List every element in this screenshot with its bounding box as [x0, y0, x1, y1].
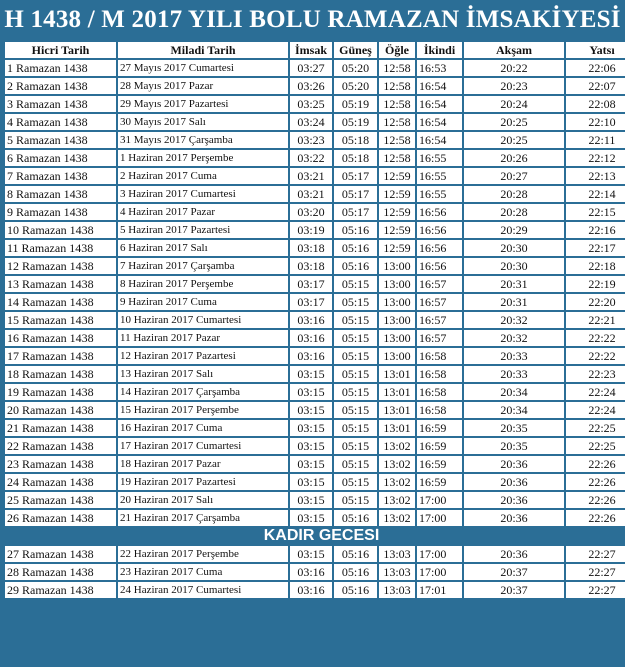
yatsi-cell: 22:21 [566, 312, 625, 328]
hicri-cell: 27 Ramazan 1438 [5, 546, 116, 562]
ogle-cell: 13:02 [379, 456, 415, 472]
gunes-cell: 05:16 [334, 258, 377, 274]
miladi-cell: 11 Haziran 2017 Pazar [118, 330, 288, 346]
hicri-cell: 20 Ramazan 1438 [5, 402, 116, 418]
hicri-cell: 6 Ramazan 1438 [5, 150, 116, 166]
yatsi-cell: 22:26 [566, 510, 625, 526]
imsak-cell: 03:19 [290, 222, 332, 238]
ogle-cell: 13:03 [379, 582, 415, 598]
ogle-cell: 13:02 [379, 438, 415, 454]
ikindi-cell: 17:00 [417, 564, 462, 580]
miladi-cell: 9 Haziran 2017 Cuma [118, 294, 288, 310]
ikindi-cell: 17:00 [417, 546, 462, 562]
table-row [5, 168, 625, 184]
yatsi-cell: 22:22 [566, 330, 625, 346]
gunes-cell: 05:16 [334, 240, 377, 256]
kadir-row [5, 528, 625, 544]
gunes-cell: 05:18 [334, 150, 377, 166]
ogle-cell: 13:00 [379, 330, 415, 346]
miladi-cell: 8 Haziran 2017 Perşembe [118, 276, 288, 292]
ogle-cell: 13:00 [379, 312, 415, 328]
header-yatsi: Yatsı [566, 42, 625, 58]
ogle-cell: 13:00 [379, 294, 415, 310]
gunes-cell: 05:16 [334, 564, 377, 580]
miladi-cell: 29 Mayıs 2017 Pazartesi [118, 96, 288, 112]
ogle-cell: 13:01 [379, 366, 415, 382]
aksam-cell: 20:28 [464, 186, 564, 202]
ikindi-cell: 17:00 [417, 510, 462, 526]
kadir-gecesi-label: KADİR GECESİ [5, 528, 625, 544]
ikindi-cell: 16:58 [417, 366, 462, 382]
gunes-cell: 05:15 [334, 456, 377, 472]
gunes-cell: 05:15 [334, 438, 377, 454]
ikindi-cell: 16:53 [417, 60, 462, 76]
imsak-cell: 03:15 [290, 474, 332, 490]
aksam-cell: 20:35 [464, 420, 564, 436]
hicri-cell: 14 Ramazan 1438 [5, 294, 116, 310]
ogle-cell: 13:00 [379, 348, 415, 364]
aksam-cell: 20:25 [464, 114, 564, 130]
miladi-cell: 28 Mayıs 2017 Pazar [118, 78, 288, 94]
aksam-cell: 20:31 [464, 276, 564, 292]
gunes-cell: 05:16 [334, 582, 377, 598]
gunes-cell: 05:16 [334, 510, 377, 526]
yatsi-cell: 22:10 [566, 114, 625, 130]
table-row [5, 186, 625, 202]
table-row [5, 78, 625, 94]
imsak-cell: 03:26 [290, 78, 332, 94]
imsak-cell: 03:22 [290, 150, 332, 166]
miladi-cell: 16 Haziran 2017 Cuma [118, 420, 288, 436]
imsak-cell: 03:18 [290, 258, 332, 274]
aksam-cell: 20:25 [464, 132, 564, 148]
hicri-cell: 17 Ramazan 1438 [5, 348, 116, 364]
table-row [5, 456, 625, 472]
gunes-cell: 05:20 [334, 78, 377, 94]
miladi-cell: 20 Haziran 2017 Salı [118, 492, 288, 508]
hicri-cell: 19 Ramazan 1438 [5, 384, 116, 400]
hicri-cell: 16 Ramazan 1438 [5, 330, 116, 346]
ikindi-cell: 16:54 [417, 96, 462, 112]
ogle-cell: 13:02 [379, 510, 415, 526]
yatsi-cell: 22:08 [566, 96, 625, 112]
aksam-cell: 20:31 [464, 294, 564, 310]
imsakiye-table [3, 40, 625, 600]
gunes-cell: 05:16 [334, 222, 377, 238]
ikindi-cell: 17:00 [417, 492, 462, 508]
miladi-cell: 27 Mayıs 2017 Cumartesi [118, 60, 288, 76]
imsak-cell: 03:15 [290, 546, 332, 562]
ogle-cell: 12:58 [379, 96, 415, 112]
gunes-cell: 05:15 [334, 330, 377, 346]
hicri-cell: 8 Ramazan 1438 [5, 186, 116, 202]
miladi-cell: 1 Haziran 2017 Perşembe [118, 150, 288, 166]
hicri-cell: 29 Ramazan 1438 [5, 582, 116, 598]
table-row [5, 276, 625, 292]
aksam-cell: 20:36 [464, 474, 564, 490]
aksam-cell: 20:35 [464, 438, 564, 454]
imsak-cell: 03:16 [290, 348, 332, 364]
table-row [5, 348, 625, 364]
gunes-cell: 05:18 [334, 132, 377, 148]
ikindi-cell: 16:58 [417, 402, 462, 418]
ikindi-cell: 16:57 [417, 330, 462, 346]
imsak-cell: 03:17 [290, 276, 332, 292]
table-row [5, 330, 625, 346]
ikindi-cell: 16:55 [417, 186, 462, 202]
aksam-cell: 20:22 [464, 60, 564, 76]
aksam-cell: 20:34 [464, 384, 564, 400]
ikindi-cell: 16:57 [417, 312, 462, 328]
ikindi-cell: 16:54 [417, 114, 462, 130]
table-row [5, 96, 625, 112]
hicri-cell: 9 Ramazan 1438 [5, 204, 116, 220]
imsak-cell: 03:17 [290, 294, 332, 310]
aksam-cell: 20:23 [464, 78, 564, 94]
yatsi-cell: 22:11 [566, 132, 625, 148]
aksam-cell: 20:37 [464, 564, 564, 580]
aksam-cell: 20:29 [464, 222, 564, 238]
gunes-cell: 05:15 [334, 474, 377, 490]
ikindi-cell: 16:56 [417, 258, 462, 274]
table-row [5, 402, 625, 418]
miladi-cell: 21 Haziran 2017 Çarşamba [118, 510, 288, 526]
imsak-cell: 03:20 [290, 204, 332, 220]
yatsi-cell: 22:16 [566, 222, 625, 238]
ogle-cell: 12:58 [379, 132, 415, 148]
gunes-cell: 05:15 [334, 384, 377, 400]
yatsi-cell: 22:07 [566, 78, 625, 94]
page-title: H 1438 / M 2017 YILI BOLU RAMAZAN İMSAKİYESİ [4, 6, 621, 33]
yatsi-cell: 22:12 [566, 150, 625, 166]
miladi-cell: 3 Haziran 2017 Cumartesi [118, 186, 288, 202]
gunes-cell: 05:15 [334, 348, 377, 364]
table-row [5, 366, 625, 382]
table-row [5, 258, 625, 274]
yatsi-cell: 22:19 [566, 276, 625, 292]
imsak-cell: 03:21 [290, 186, 332, 202]
table-row [5, 384, 625, 400]
header-aksam: Akşam [464, 42, 564, 58]
gunes-cell: 05:15 [334, 420, 377, 436]
header-ikindi: İkindi [417, 42, 462, 58]
table-row [5, 510, 625, 526]
imsak-cell: 03:16 [290, 312, 332, 328]
hicri-cell: 12 Ramazan 1438 [5, 258, 116, 274]
ikindi-cell: 16:58 [417, 384, 462, 400]
imsak-cell: 03:15 [290, 510, 332, 526]
yatsi-cell: 22:26 [566, 492, 625, 508]
table-body [5, 60, 625, 526]
yatsi-cell: 22:27 [566, 582, 625, 598]
yatsi-cell: 22:24 [566, 384, 625, 400]
gunes-cell: 05:19 [334, 114, 377, 130]
ogle-cell: 13:03 [379, 564, 415, 580]
aksam-cell: 20:24 [464, 96, 564, 112]
table-body-after [5, 546, 625, 598]
yatsi-cell: 22:25 [566, 420, 625, 436]
hicri-cell: 1 Ramazan 1438 [5, 60, 116, 76]
gunes-cell: 05:15 [334, 402, 377, 418]
gunes-cell: 05:15 [334, 294, 377, 310]
miladi-cell: 18 Haziran 2017 Pazar [118, 456, 288, 472]
hicri-cell: 7 Ramazan 1438 [5, 168, 116, 184]
imsak-cell: 03:23 [290, 132, 332, 148]
imsak-cell: 03:15 [290, 438, 332, 454]
header-miladi: Miladi Tarih [118, 42, 288, 58]
header-hicri: Hicri Tarih [5, 42, 116, 58]
aksam-cell: 20:36 [464, 546, 564, 562]
ikindi-cell: 16:54 [417, 78, 462, 94]
hicri-cell: 5 Ramazan 1438 [5, 132, 116, 148]
yatsi-cell: 22:06 [566, 60, 625, 76]
aksam-cell: 20:30 [464, 258, 564, 274]
ogle-cell: 13:00 [379, 276, 415, 292]
table-row [5, 240, 625, 256]
gunes-cell: 05:19 [334, 96, 377, 112]
aksam-cell: 20:27 [464, 168, 564, 184]
table-row [5, 312, 625, 328]
header-row [5, 42, 625, 58]
hicri-cell: 11 Ramazan 1438 [5, 240, 116, 256]
miladi-cell: 19 Haziran 2017 Pazartesi [118, 474, 288, 490]
yatsi-cell: 22:23 [566, 366, 625, 382]
ogle-cell: 13:03 [379, 546, 415, 562]
hicri-cell: 24 Ramazan 1438 [5, 474, 116, 490]
ikindi-cell: 16:56 [417, 240, 462, 256]
imsak-cell: 03:21 [290, 168, 332, 184]
hicri-cell: 13 Ramazan 1438 [5, 276, 116, 292]
gunes-cell: 05:15 [334, 492, 377, 508]
header-ogle: Öğle [379, 42, 415, 58]
hicri-cell: 23 Ramazan 1438 [5, 456, 116, 472]
aksam-cell: 20:34 [464, 402, 564, 418]
ikindi-cell: 16:57 [417, 276, 462, 292]
ikindi-cell: 16:56 [417, 204, 462, 220]
gunes-cell: 05:15 [334, 312, 377, 328]
table-row [5, 222, 625, 238]
header-imsak: İmsak [290, 42, 332, 58]
ikindi-cell: 16:59 [417, 438, 462, 454]
ogle-cell: 12:58 [379, 114, 415, 130]
ikindi-cell: 16:59 [417, 420, 462, 436]
gunes-cell: 05:20 [334, 60, 377, 76]
yatsi-cell: 22:18 [566, 258, 625, 274]
ogle-cell: 13:02 [379, 492, 415, 508]
hicri-cell: 28 Ramazan 1438 [5, 564, 116, 580]
yatsi-cell: 22:17 [566, 240, 625, 256]
miladi-cell: 6 Haziran 2017 Salı [118, 240, 288, 256]
imsak-cell: 03:15 [290, 492, 332, 508]
imsak-cell: 03:16 [290, 582, 332, 598]
table-row [5, 582, 625, 598]
imsak-cell: 03:18 [290, 240, 332, 256]
table-row [5, 114, 625, 130]
miladi-cell: 23 Haziran 2017 Cuma [118, 564, 288, 580]
gunes-cell: 05:17 [334, 186, 377, 202]
ogle-cell: 13:01 [379, 402, 415, 418]
miladi-cell: 10 Haziran 2017 Cumartesi [118, 312, 288, 328]
aksam-cell: 20:28 [464, 204, 564, 220]
imsak-cell: 03:15 [290, 366, 332, 382]
ikindi-cell: 16:59 [417, 474, 462, 490]
hicri-cell: 4 Ramazan 1438 [5, 114, 116, 130]
gunes-cell: 05:17 [334, 168, 377, 184]
table-row [5, 60, 625, 76]
hicri-cell: 22 Ramazan 1438 [5, 438, 116, 454]
imsak-cell: 03:16 [290, 330, 332, 346]
gunes-cell: 05:17 [334, 204, 377, 220]
aksam-cell: 20:33 [464, 348, 564, 364]
miladi-cell: 14 Haziran 2017 Çarşamba [118, 384, 288, 400]
ogle-cell: 12:59 [379, 186, 415, 202]
ogle-cell: 13:01 [379, 384, 415, 400]
ogle-cell: 12:59 [379, 204, 415, 220]
miladi-cell: 17 Haziran 2017 Cumartesi [118, 438, 288, 454]
miladi-cell: 15 Haziran 2017 Perşembe [118, 402, 288, 418]
table-row [5, 546, 625, 562]
yatsi-cell: 22:22 [566, 348, 625, 364]
ogle-cell: 12:58 [379, 78, 415, 94]
table-row [5, 132, 625, 148]
imsak-cell: 03:15 [290, 420, 332, 436]
gunes-cell: 05:15 [334, 366, 377, 382]
yatsi-cell: 22:27 [566, 564, 625, 580]
ikindi-cell: 16:58 [417, 348, 462, 364]
hicri-cell: 18 Ramazan 1438 [5, 366, 116, 382]
imsak-cell: 03:15 [290, 456, 332, 472]
yatsi-cell: 22:27 [566, 546, 625, 562]
ikindi-cell: 17:01 [417, 582, 462, 598]
ogle-cell: 13:00 [379, 258, 415, 274]
aksam-cell: 20:33 [464, 366, 564, 382]
ogle-cell: 12:58 [379, 150, 415, 166]
aksam-cell: 20:26 [464, 150, 564, 166]
table-row [5, 150, 625, 166]
table-row [5, 564, 625, 580]
miladi-cell: 7 Haziran 2017 Çarşamba [118, 258, 288, 274]
ogle-cell: 12:59 [379, 168, 415, 184]
miladi-cell: 30 Mayıs 2017 Salı [118, 114, 288, 130]
hicri-cell: 21 Ramazan 1438 [5, 420, 116, 436]
hicri-cell: 25 Ramazan 1438 [5, 492, 116, 508]
yatsi-cell: 22:14 [566, 186, 625, 202]
imsak-cell: 03:15 [290, 402, 332, 418]
kadir-section [5, 528, 625, 544]
table-row [5, 204, 625, 220]
yatsi-cell: 22:26 [566, 474, 625, 490]
ikindi-cell: 16:55 [417, 150, 462, 166]
table-row [5, 474, 625, 490]
aksam-cell: 20:30 [464, 240, 564, 256]
aksam-cell: 20:32 [464, 312, 564, 328]
imsak-cell: 03:25 [290, 96, 332, 112]
yatsi-cell: 22:15 [566, 204, 625, 220]
yatsi-cell: 22:24 [566, 402, 625, 418]
gunes-cell: 05:16 [334, 546, 377, 562]
aksam-cell: 20:36 [464, 456, 564, 472]
yatsi-cell: 22:13 [566, 168, 625, 184]
ikindi-cell: 16:54 [417, 132, 462, 148]
ogle-cell: 12:59 [379, 222, 415, 238]
ikindi-cell: 16:56 [417, 222, 462, 238]
yatsi-cell: 22:20 [566, 294, 625, 310]
hicri-cell: 26 Ramazan 1438 [5, 510, 116, 526]
table-row [5, 492, 625, 508]
aksam-cell: 20:32 [464, 330, 564, 346]
table-row [5, 420, 625, 436]
header-gunes: Güneş [334, 42, 377, 58]
hicri-cell: 10 Ramazan 1438 [5, 222, 116, 238]
ogle-cell: 13:02 [379, 474, 415, 490]
miladi-cell: 4 Haziran 2017 Pazar [118, 204, 288, 220]
imsak-cell: 03:27 [290, 60, 332, 76]
hicri-cell: 2 Ramazan 1438 [5, 78, 116, 94]
miladi-cell: 12 Haziran 2017 Pazartesi [118, 348, 288, 364]
aksam-cell: 20:36 [464, 492, 564, 508]
ogle-cell: 12:58 [379, 60, 415, 76]
imsak-cell: 03:24 [290, 114, 332, 130]
yatsi-cell: 22:25 [566, 438, 625, 454]
table-row [5, 438, 625, 454]
ogle-cell: 12:59 [379, 240, 415, 256]
ikindi-cell: 16:57 [417, 294, 462, 310]
imsak-cell: 03:15 [290, 384, 332, 400]
aksam-cell: 20:36 [464, 510, 564, 526]
ogle-cell: 13:01 [379, 420, 415, 436]
hicri-cell: 3 Ramazan 1438 [5, 96, 116, 112]
miladi-cell: 22 Haziran 2017 Perşembe [118, 546, 288, 562]
yatsi-cell: 22:26 [566, 456, 625, 472]
gunes-cell: 05:15 [334, 276, 377, 292]
miladi-cell: 31 Mayıs 2017 Çarşamba [118, 132, 288, 148]
miladi-cell: 13 Haziran 2017 Salı [118, 366, 288, 382]
aksam-cell: 20:37 [464, 582, 564, 598]
hicri-cell: 15 Ramazan 1438 [5, 312, 116, 328]
miladi-cell: 2 Haziran 2017 Cuma [118, 168, 288, 184]
table-row [5, 294, 625, 310]
imsak-cell: 03:16 [290, 564, 332, 580]
ikindi-cell: 16:59 [417, 456, 462, 472]
miladi-cell: 24 Haziran 2017 Cumartesi [118, 582, 288, 598]
ikindi-cell: 16:55 [417, 168, 462, 184]
miladi-cell: 5 Haziran 2017 Pazartesi [118, 222, 288, 238]
